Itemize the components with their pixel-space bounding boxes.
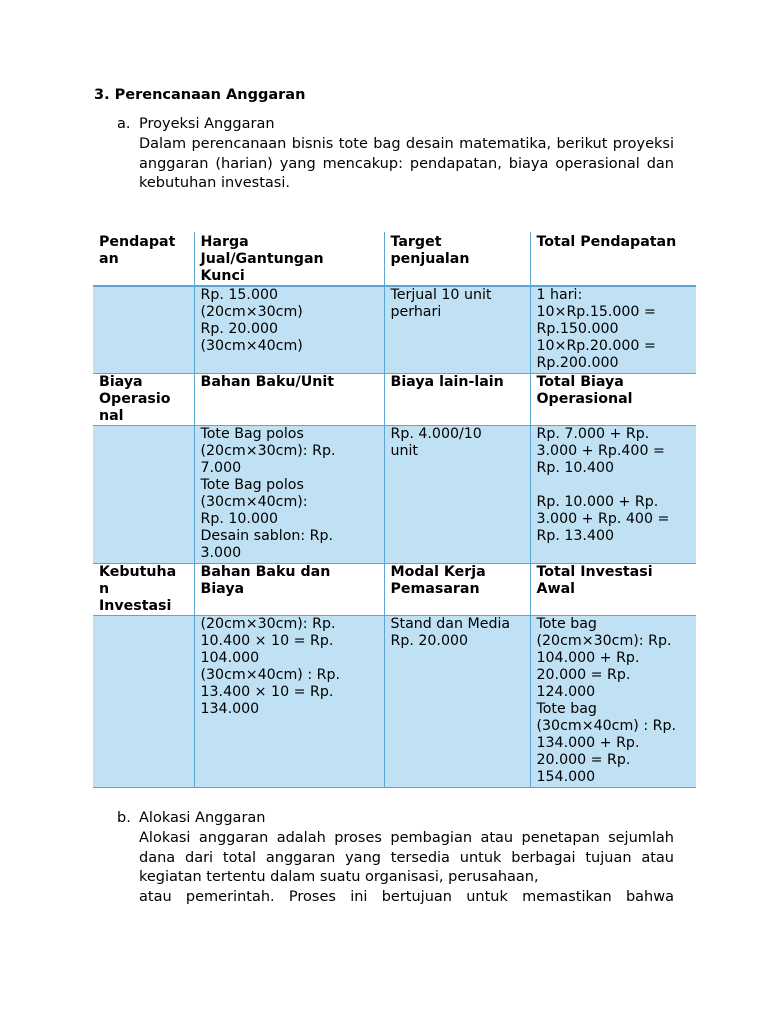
table-cell: Total Investasi Awal [530, 563, 696, 615]
sub-a-marker: a. [117, 116, 131, 132]
sub-b-marker: b. [117, 810, 131, 826]
table-cell: Harga Jual/Gantungan Kunci [194, 232, 384, 286]
table-cell: Total Pendapatan [530, 232, 696, 286]
table-header-row [93, 373, 696, 425]
table-cell [93, 425, 194, 563]
table-cell [93, 286, 194, 373]
table-cell: Biaya lain-lain [384, 373, 530, 425]
table-cell [93, 615, 194, 787]
table-cell: Biaya Operasio nal [93, 373, 194, 425]
table-cell: Total Biaya Operasional [530, 373, 696, 425]
table-cell: Rp. 4.000/10 unit [384, 425, 530, 563]
table-cell: Rp. 7.000 + Rp. 3.000 + Rp.400 = Rp. 10.400 Rp. 10.000 + Rp. 3.000 + Rp. 400 = Rp. 13.400 [530, 425, 696, 563]
table-cell: Rp. 15.000 (20cm×30cm) Rp. 20.000 (30cm×40cm) [194, 286, 384, 373]
table-row [93, 425, 696, 563]
table-cell: 1 hari: 10×Rp.15.000 = Rp.150.000 10×Rp.20.000 = Rp.200.000 [530, 286, 696, 373]
table-cell: Terjual 10 unit perhari [384, 286, 530, 373]
sub-b-paragraph-last-line: atau pemerintah. Proses ini bertujuan untuk memastikan bahwa [139, 889, 674, 905]
table-cell: Bahan Baku dan Biaya [194, 563, 384, 615]
table-cell: Tote Bag polos (20cm×30cm): Rp. 7.000 Tote Bag polos (30cm×40cm): Rp. 10.000 Desain sablon: Rp. 3.000 [194, 425, 384, 563]
table-row [93, 615, 696, 787]
sub-a-title: Proyeksi Anggaran [139, 116, 275, 132]
table-header-row [93, 232, 696, 286]
table-cell: Bahan Baku/Unit [194, 373, 384, 425]
sub-b-paragraph: Alokasi anggaran adalah proses pembagian atau penetapan sejumlah dana dari total anggaran yang tersedia untuk berbagai tujuan atau kegiatan tertentu dalam suatu organisasi, perusahaan, [139, 830, 674, 886]
sub-a-paragraph: Dalam perencanaan bisnis tote bag desain matematika, berikut proyeksi anggaran (harian) yang mencakup: pendapatan, biaya operasional dan kebutuhan investasi. [139, 136, 674, 192]
section-heading: 3. Perencanaan Anggaran [94, 87, 306, 103]
table-cell: Stand dan Media Rp. 20.000 [384, 615, 530, 787]
table-cell: Pendapat an [93, 232, 194, 286]
sub-b-title: Alokasi Anggaran [139, 810, 266, 826]
table-cell: (20cm×30cm): Rp. 10.400 × 10 = Rp. 104.000 (30cm×40cm) : Rp. 13.400 × 10 = Rp. 134.000 [194, 615, 384, 787]
table-cell: Tote bag (20cm×30cm): Rp. 104.000 + Rp. 20.000 = Rp. 124.000 Tote bag (30cm×40cm) : Rp. 134.000 + Rp. 20.000 = Rp. 154.000 [530, 615, 696, 787]
table-cell: Target penjualan [384, 232, 530, 286]
table-cell: Kebutuha n Investasi [93, 563, 194, 615]
table-row [93, 286, 696, 373]
table-header-row [93, 563, 696, 615]
budget-table [93, 232, 696, 788]
table-cell: Modal Kerja Pemasaran [384, 563, 530, 615]
